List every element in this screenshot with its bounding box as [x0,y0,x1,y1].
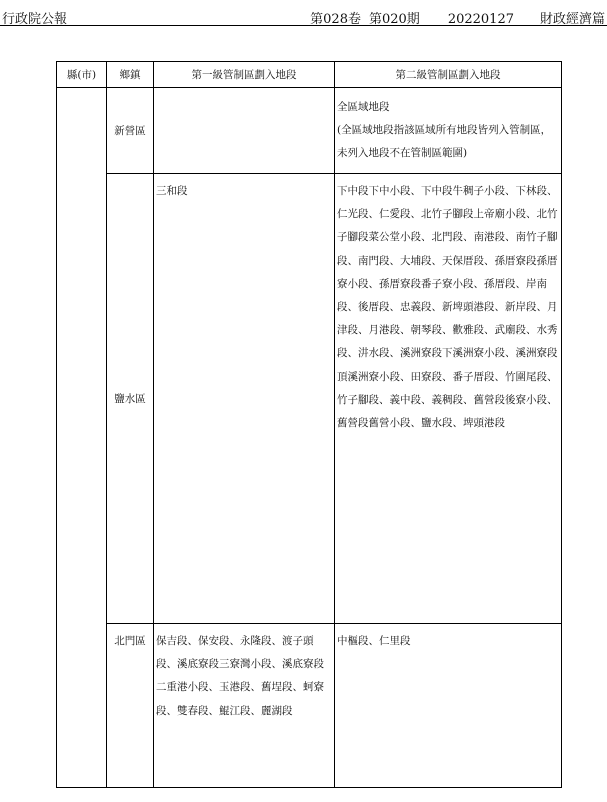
second-level-cell: 下中段下中小段、下中段牛稠子小段、下林段、仁光段、仁愛段、北竹子腳段上帝廟小段、北竹子腳段菜公堂小段、北門段、南港段、南竹子腳段、南門段、大埔段、天保厝段、孫厝寮段孫厝寮小段、孫厝寮段番子寮小段、孫厝段、岸南段、後厝段、忠義段、新埤頭港段、新岸段、月津段、月港段、朝琴段、歡雅段、武廟段、水秀段、汫水段、溪洲寮段下溪洲寮小段、溪洲寮段頂溪洲寮小段、田寮段、番子厝段、竹圍尾段、竹子腳段、義中段、義稠段、舊營段後寮小段、舊營段舊營小段、鹽水段、埤頭港段 [335,174,562,624]
township-cell: 北門區 [107,624,154,788]
page-header [0,0,607,26]
first-level-cell: 三和段 [154,174,335,624]
column-header-first-level: 第一級管制區劃入地段 [154,62,335,88]
section-name: 財政經濟篇 [539,12,605,27]
township-cell: 鹽水區 [107,174,154,624]
header-rule [0,25,607,26]
second-level-cell: 中樞段、仁里段 [335,624,562,788]
volume-number: 第028卷 [310,12,361,27]
publication-date: 20220127 [447,12,514,27]
issue-number: 第020期 [368,12,420,27]
first-level-cell: 保吉段、保安段、永隆段、渡子頭段、溪底寮段三寮灣小段、溪底寮段二重港小段、玉港段、舊埕段、蚵寮段、雙春段、鯤江段、麗湖段 [154,624,335,788]
column-header-second-level: 第二級管制區劃入地段 [335,62,562,88]
second-level-cell [335,88,562,174]
table-row [57,88,562,174]
second-level-text: 全區域地段 (全區域地段指該區域所有地段皆列入管制區，未列入地段不在管制區範圍) [337,101,552,160]
county-cell [57,88,107,788]
publication-title: 行政院公報 [2,12,68,27]
table-row [57,624,562,788]
table-header-row [57,62,562,88]
township-cell: 新營區 [107,88,154,174]
column-header-county: 縣(市) [57,62,107,88]
table-row [57,174,562,624]
column-header-township: 鄉鎮 [107,62,154,88]
control-zone-table [56,61,562,788]
first-level-cell [154,88,335,174]
